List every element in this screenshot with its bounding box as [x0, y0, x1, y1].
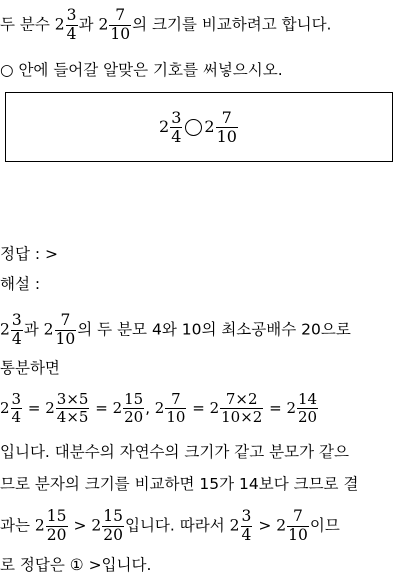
explanation-line-4 — [0, 442, 349, 462]
question-text-post: 의 크기를 비교하려고 합니다. — [132, 15, 332, 34]
fraction — [46, 509, 68, 543]
mixed-number-whole: 2 — [204, 117, 215, 136]
comma: , — [145, 399, 150, 417]
greater-than-sign: > — [258, 516, 272, 535]
fraction-numerator: 14 — [298, 390, 318, 408]
fraction-numerator: 15 — [103, 507, 123, 525]
fraction-numerator: 3×5 — [56, 390, 89, 408]
explanation-text: 통분하면 — [0, 359, 60, 377]
explanation-line-6 — [0, 509, 340, 543]
fraction-numerator: 3 — [241, 507, 252, 525]
explanation-line-7 — [0, 555, 151, 575]
mixed-number-whole: 2 — [43, 320, 54, 339]
mixed-number-whole: 2 — [34, 516, 45, 535]
question-line-1 — [0, 8, 331, 42]
blank-circle[interactable] — [185, 119, 202, 136]
mixed-number-whole: 2 — [0, 320, 10, 339]
fraction — [123, 392, 144, 425]
fraction — [241, 509, 253, 543]
fraction — [216, 110, 238, 145]
fraction-denominator: 20 — [46, 525, 67, 544]
fraction-denominator: 10×2 — [221, 408, 263, 426]
fraction-numerator: 3 — [66, 6, 77, 24]
fraction-denominator: 4 — [66, 24, 77, 43]
mixed-number-whole: 2 — [159, 117, 170, 136]
fraction-numerator: 3 — [11, 311, 22, 329]
fraction — [109, 8, 131, 42]
answer-label: 정답 : > — [0, 245, 59, 263]
fraction — [297, 392, 318, 425]
fraction-numerator: 15 — [124, 390, 144, 408]
fraction — [66, 8, 78, 42]
fraction — [170, 110, 182, 145]
explanation-text: 므로 분자의 크기를 비교하면 15가 14보다 크므로 결 — [0, 475, 359, 493]
explanation-line-2 — [0, 358, 60, 378]
fraction-denominator: 20 — [298, 408, 318, 426]
mixed-number-whole: 2 — [286, 399, 296, 417]
fraction — [11, 392, 23, 425]
mixed-number-whole: 2 — [112, 399, 123, 417]
fraction — [287, 509, 309, 543]
mixed-number-whole: 2 — [98, 15, 109, 34]
question-text-mid: 과 — [78, 15, 94, 34]
mixed-number-whole: 2 — [0, 399, 10, 417]
equals-sign: = — [269, 399, 282, 417]
explanation-line-1 — [0, 313, 351, 347]
fraction-denominator: 20 — [124, 408, 144, 426]
fraction — [56, 392, 90, 425]
mixed-number-whole: 2 — [54, 15, 65, 34]
explanation-text: 의 두 분모 4와 10의 최소공배수 20으로 — [77, 320, 351, 339]
fraction-numerator: 7 — [165, 392, 186, 409]
mixed-number-whole: 2 — [91, 516, 102, 535]
comparison-expression — [6, 110, 392, 145]
fraction-denominator: 20 — [103, 525, 123, 544]
mixed-number-whole: 2 — [229, 516, 240, 535]
fraction-denominator: 10 — [216, 127, 237, 146]
equals-sign: = — [192, 399, 205, 417]
fraction — [165, 392, 186, 425]
fraction-denominator: 10 — [110, 24, 131, 43]
fraction-numerator: 7 — [55, 313, 77, 331]
explanation-text: 이므 — [309, 516, 340, 535]
question-line-2 — [0, 60, 283, 80]
fraction-denominator: 4 — [241, 525, 252, 544]
explanation-line-5 — [0, 474, 358, 494]
explanation-text: 로 정답은 ① >입니다. — [0, 556, 152, 574]
fraction-denominator: 10 — [288, 525, 308, 544]
fraction-denominator: 4×5 — [56, 408, 89, 426]
fraction-denominator: 4 — [11, 408, 22, 426]
mixed-number-whole: 2 — [276, 516, 287, 535]
fraction — [55, 313, 77, 347]
answer-line — [0, 244, 58, 264]
fraction-numerator: 7×2 — [220, 392, 263, 409]
fraction — [11, 313, 23, 347]
fraction — [102, 509, 124, 543]
explanation-text: 과 — [23, 320, 39, 339]
fraction-denominator: 4 — [11, 329, 22, 348]
explanation-label-line — [0, 274, 40, 294]
question-text-pre: 두 분수 — [0, 15, 50, 34]
fraction-denominator: 10 — [166, 408, 186, 426]
mixed-number-whole: 2 — [154, 399, 165, 417]
explanation-text: 과는 — [0, 516, 30, 535]
greater-than-sign: > — [73, 516, 87, 535]
equals-sign: = — [95, 399, 108, 417]
explanation-label: 해설 : — [0, 275, 41, 293]
fraction-numerator: 15 — [46, 507, 67, 525]
fraction-numerator: 7 — [287, 509, 309, 527]
fraction — [220, 392, 263, 425]
equation-line — [0, 392, 319, 425]
fraction-numerator: 7 — [216, 110, 238, 128]
fraction-numerator: 7 — [109, 8, 131, 26]
mixed-number-whole: 2 — [209, 399, 220, 417]
question-instruction: ○ 안에 들어갈 알맞은 기호를 써넣으시오. — [0, 61, 283, 79]
fraction-denominator: 4 — [171, 127, 182, 146]
equals-sign: = — [27, 399, 41, 417]
explanation-text: 입니다. 따라서 — [124, 516, 225, 535]
explanation-text: 입니다. 대분수의 자연수의 크기가 같고 분모가 같으 — [0, 443, 349, 461]
mixed-number-whole: 2 — [45, 399, 55, 417]
fraction-numerator: 3 — [171, 108, 182, 127]
fraction-denominator: 10 — [55, 329, 76, 348]
fraction-numerator: 3 — [11, 390, 22, 408]
answer-box — [5, 92, 393, 162]
